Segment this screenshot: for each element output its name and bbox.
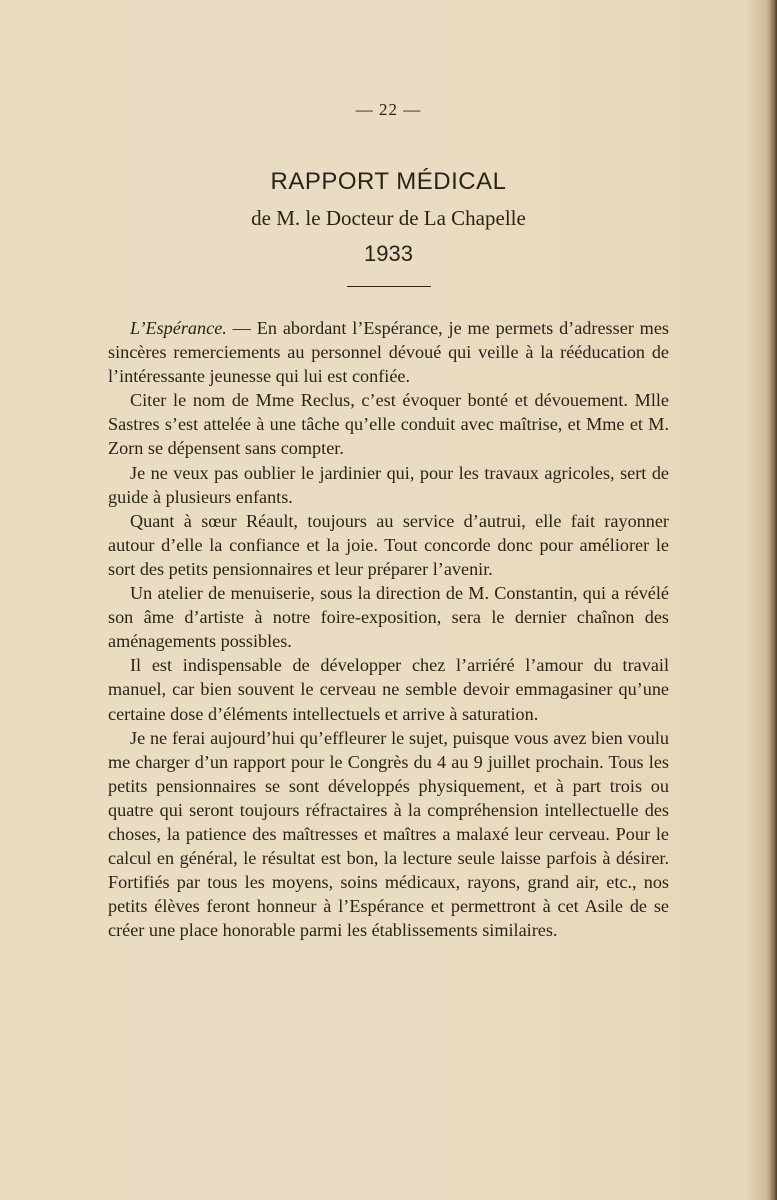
- paragraph-4: Quant à sœur Réault, toujours au service d’autrui, elle fait rayonner autour d’elle la confiance et la joie. Tout concorde donc pour améliorer le sort des petits pensionnaires et leur préparer l’avenir.: [108, 510, 669, 579]
- report-body: [108, 316, 669, 942]
- document-title: RAPPORT MÉDICAL: [270, 168, 507, 195]
- paragraph-6: Il est indispensable de développer chez l’arriéré l’amour du travail manuel, car bien souvent le cerveau ne semble devoir emmagasiner qu’une certaine dose d’éléments intellectuels et arrive à saturation.: [108, 655, 669, 724]
- paragraph-3: Je ne veux pas oublier le jardinier qui, pour les travaux agricoles, sert de guide à plusieurs enfants.: [108, 462, 669, 507]
- document-subtitle: de M. le Docteur de La Chapelle: [251, 206, 526, 230]
- document-year: 1933: [364, 241, 413, 266]
- paragraph-7: Je ne ferai aujourd’hui qu’effleurer le sujet, puisque vous avez bien voulu me charger d’un rapport pour le Congrès du 4 au 9 juillet prochain. Tous les petits pensionnaires se sont développés physiquement, et à part trois ou quatre qui seront toujours réfractaires à la compréhension intellectuelle des choses, la patience des maîtresses et maîtres a malaxé leur cerveau. Pour le calcul en général, le résultat est bon, la lecture seule laisse parfois à désirer. Fortifiés par tous les moyens, soins médicaux, rayons, grand air, etc., nos petits élèves feront honneur à l’Espérance et permettront à cet Asile de se créer une place honorable parmi les établissements similaires.: [108, 727, 669, 941]
- paragraph-5: Un atelier de menuiserie, sous la direction de M. Constantin, qui a révélé son âme d’artiste à notre foire-exposition, sera le dernier chaînon des aménagements possibles.: [108, 583, 669, 652]
- paragraph-text: — En abordant l’Espérance, je me permets d’adresser mes sincères remerciements au personnel dévoué qui veille à la rééducation de l’intéressante jeunesse qui lui est confiée.: [108, 318, 669, 387]
- paragraph-2: Citer le nom de Mme Reclus, c’est évoquer bonté et dévouement. Mlle Sastres s’est attelée à une tâche qu’elle conduit avec maîtrise, et Mme et M. Zorn se dépensent sans compter.: [108, 390, 669, 459]
- paragraph-1: [108, 316, 669, 388]
- title-rule: [347, 286, 431, 287]
- paragraph-lead: L’Espérance.: [130, 318, 227, 338]
- page-number: — 22 —: [355, 100, 422, 119]
